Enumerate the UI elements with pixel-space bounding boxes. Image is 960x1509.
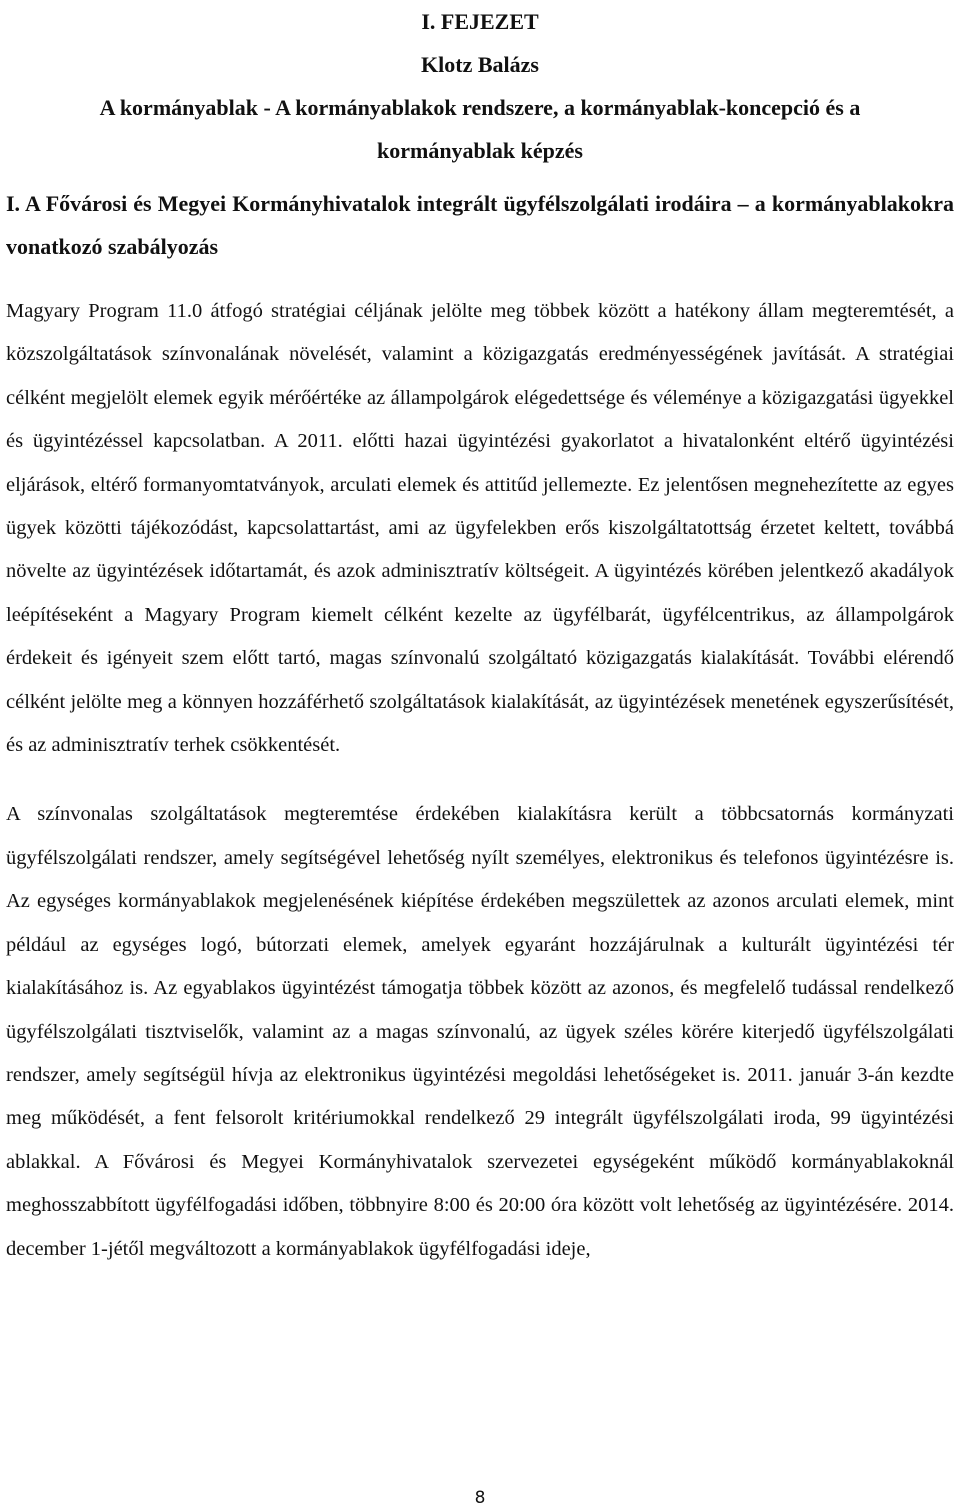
- chapter-title-line-2: kormányablak képzés: [377, 138, 583, 163]
- page-number: 8: [474, 1488, 486, 1508]
- section-title: I. A Fővárosi és Megyei Kormányhivatalok integrált ügyfélszolgálati irodáira – a kormányablakokra vonatkozó szabályozás: [6, 191, 954, 259]
- body-paragraph-1: Magyary Program 11.0 átfogó stratégiai céljának jelölte meg többek között a hatékony állam megteremtését, a közszolgáltatások színvonalának növelését, valamint a közigazgatás eredményességének javítását. A stratégiai célként megjelölt elemek egyik mérőértéke az állampolgárok elégedettsége és véleménye a közigazgatási ügyekkel és ügyintézéssel kapcsolatban. A 2011. előtti hazai ügyintézési gyakorlatot a hivatalonként eltérő ügyintézési eljárások, eltérő formanyomtatványok, arculati elemek és attitűd jellemezte. Ez jelentősen megnehezítette az egyes ügyek közötti tájékozódást, kapcsolattartást, ami az ügyfelekben erős kiszolgáltatottság érzetet keltett, továbbá növelte az ügyintézések időtartamát, és azok adminisztratív költségeit. A ügyintézés körében jelentkező akadályok leépítéseként a Magyary Program kiemelt célként kezelte az ügyfélbarát, ügyfélcentrikus, az állampolgárok érdekeit és igényeit szem előtt tartó, magas színvonalú szolgáltató közigazgatás kialakítását. További elérendő célként jelölte meg a könnyen hozzáférhető szolgáltatások kialakítását, az ügyintézések menetének egyszerűsítését, és az adminisztratív terhek csökkentését.: [6, 300, 954, 757]
- chapter-heading: I. FEJEZET: [421, 9, 539, 34]
- author-name: Klotz Balázs: [421, 52, 539, 77]
- chapter-title-line-1: A kormányablak - A kormányablakok rendszere, a kormányablak-koncepció és a: [99, 95, 861, 120]
- body-paragraph-2: A színvonalas szolgáltatások megteremtése érdekében kialakításra került a többcsatornás kormányzati ügyfélszolgálati rendszer, amely segítségével lehetőség nyílt személyes, elektronikus és telefonos ügyintézésre is. Az egységes kormányablakok megjelenésének kiépítése érdekében megszülettek az azonos arculati elemek, mint például az egységes logó, bútorzati elemek, amelyek egyaránt hozzájárulnak a kulturált ügyintézési tér kialakításához is. Az egyablakos ügyintézést támogatja többek között az azonos, és megfelelő tudással rendelkező ügyfélszolgálati tisztviselők, valamint az a magas színvonalú, az ügyek széles körére kiterjedő ügyfélszolgálati rendszer, amely segítségül hívja az elektronikus ügyintézési megoldási lehetőségeket is. 2011. január 3-án kezdte meg működését, a fent felsorolt kritériumokkal rendelkező 29 integrált ügyfélszolgálati iroda, 99 ügyintézési ablakkal. A Fővárosi és Megyei Kormányhivatalok szervezetei egységeként működő kormányablakoknál meghosszabbított ügyfélfogadási időben, többnyire 8:00 és 20:00 óra között volt lehetőség az ügyintézésére. 2014. december 1-jétől megváltozott a kormányablakok ügyfélfogadási ideje,: [6, 803, 954, 1260]
- document-page: [6, 0, 954, 1271]
